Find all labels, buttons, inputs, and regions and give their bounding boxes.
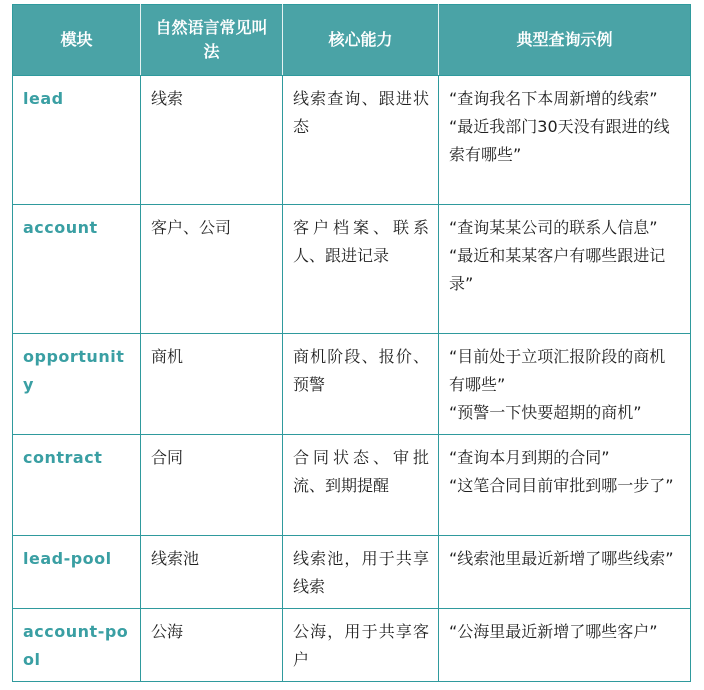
module-name: lead <box>13 76 141 205</box>
common-names: 线索池 <box>141 536 283 609</box>
common-names: 线索 <box>141 76 283 205</box>
common-names: 客户、公司 <box>141 205 283 334</box>
query-example: “查询我名下本周新增的线索” <box>449 89 658 108</box>
table-row <box>13 536 691 609</box>
header-typical-query: 典型查询示例 <box>439 5 691 76</box>
module-name: account-pool <box>13 609 141 682</box>
header-common-names: 自然语言常见叫法 <box>141 5 283 76</box>
core-capability: 商机阶段、报价、预警 <box>283 334 439 435</box>
query-example: “查询某某公司的联系人信息” <box>449 218 658 237</box>
core-capability: 线索池，用于共享线索 <box>283 536 439 609</box>
core-capability: 客户档案、联系人、跟进记录 <box>283 205 439 334</box>
module-table-container <box>12 4 691 682</box>
module-name: contract <box>13 435 141 536</box>
table-row <box>13 205 691 334</box>
module-name: lead-pool <box>13 536 141 609</box>
header-core-capability: 核心能力 <box>283 5 439 76</box>
query-example: “最近和某某客户有哪些跟进记录” <box>449 246 666 293</box>
common-names: 公海 <box>141 609 283 682</box>
table-row <box>13 609 691 682</box>
query-examples <box>439 435 691 536</box>
core-capability: 公海，用于共享客户 <box>283 609 439 682</box>
query-examples <box>439 536 691 609</box>
query-examples <box>439 334 691 435</box>
module-name: account <box>13 205 141 334</box>
query-example: “线索池里最近新增了哪些线索” <box>449 549 674 568</box>
query-example: “查询本月到期的合同” <box>449 448 610 467</box>
query-examples <box>439 76 691 205</box>
common-names: 合同 <box>141 435 283 536</box>
query-examples <box>439 609 691 682</box>
core-capability: 合同状态、审批流、到期提醒 <box>283 435 439 536</box>
query-examples <box>439 205 691 334</box>
header-module: 模块 <box>13 5 141 76</box>
common-names: 商机 <box>141 334 283 435</box>
query-example: “最近我部门30天没有跟进的线索有哪些” <box>449 117 670 164</box>
table-row <box>13 435 691 536</box>
query-example: “这笔合同目前审批到哪一步了” <box>449 476 674 495</box>
query-example: “预警一下快要超期的商机” <box>449 403 642 422</box>
module-table <box>12 4 691 682</box>
module-name: opportunity <box>13 334 141 435</box>
query-example: “公海里最近新增了哪些客户” <box>449 622 658 641</box>
query-example: “目前处于立项汇报阶段的商机有哪些” <box>449 347 666 394</box>
table-header-row <box>13 5 691 76</box>
core-capability: 线索查询、跟进状态 <box>283 76 439 205</box>
table-row <box>13 76 691 205</box>
table-row <box>13 334 691 435</box>
